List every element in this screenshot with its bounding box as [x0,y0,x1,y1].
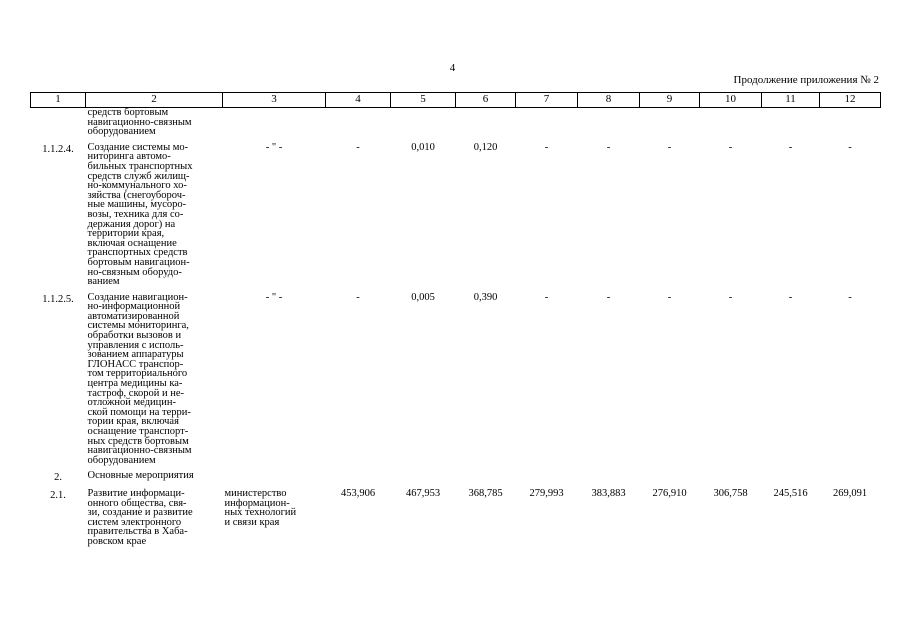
value-cell: 368,785 [468,487,503,499]
header-cell: 6 [456,93,516,108]
header-cell: 4 [326,93,391,108]
value-cell: - [356,291,360,303]
value-cell: - [667,141,672,153]
header-cell: 1 [31,93,86,108]
value-cell [820,108,881,143]
value-cell: - [667,291,672,303]
row-executor: - " - [265,141,283,153]
value-cell: - [848,141,852,153]
table-row [31,293,881,472]
value-cell [578,471,640,489]
row-executor [223,108,326,143]
value-cell [516,471,578,489]
header-cell: 7 [516,93,578,108]
value-cell: 0,120 [473,141,498,153]
value-cell: - [544,291,549,303]
value-cell: - [788,141,793,153]
row-executor: министерство информацион- ных технологий и связи края [224,487,297,528]
header-cell: 11 [762,93,820,108]
row-executor [223,471,326,489]
value-cell: 467,953 [405,487,441,499]
value-cell [700,108,762,143]
row-number: 1.1.2.4. [42,143,74,155]
program-table [30,92,881,553]
value-cell: 453,906 [340,487,376,499]
page-number: 4 [449,62,456,74]
section-row [31,471,881,489]
value-cell: 306,758 [713,487,748,499]
value-cell: 245,516 [773,487,808,499]
table-row [31,143,881,293]
value-cell: - [606,291,611,303]
value-cell [456,471,516,489]
value-cell: 0,005 [411,291,435,303]
value-cell [700,471,762,489]
value-cell [456,108,516,143]
value-cell [762,108,820,143]
header-cell: 10 [700,93,762,108]
value-cell: - [544,141,549,153]
value-cell: - [356,141,360,153]
value-cell: 276,910 [652,487,687,499]
row-name: Основные мероприятия [87,470,194,482]
value-cell: - [848,291,852,303]
value-cell [391,471,456,489]
row-name: Создание навигацион- но-информационной автоматизированной системы мониторинга, обработки вызовов и управления с исполь- зованием аппаратуры ГЛОНАСС транспор- том территориального центра медицины ка- тастроф, скорой и не- отложной медицин- ской помощи на терри- тории края, включая оснащение транспорт- ных средств бортовым навигационно-связным оборудованием [87,291,192,466]
header-cell: 8 [578,93,640,108]
value-cell [640,471,700,489]
header-cell: 12 [820,93,881,108]
value-cell: - [728,291,733,303]
value-cell: 279,993 [529,487,564,499]
table-row [31,108,881,143]
row-number: 2.1. [50,489,66,501]
header-cell: 2 [86,93,223,108]
value-cell [578,108,640,143]
value-cell [326,108,391,143]
value-cell: - [788,291,793,303]
row-executor: - " - [265,291,283,303]
value-cell [820,471,881,489]
value-cell [762,471,820,489]
value-cell [640,108,700,143]
row-number: 2. [54,472,62,484]
value-cell: - [606,141,611,153]
value-cell [391,108,456,143]
row-name: средств бортовым навигационно-связным оборудованием [87,107,192,138]
row-number: 1.1.2.5. [42,293,74,305]
header-cell: 5 [391,93,456,108]
value-cell [516,108,578,143]
header-cell: 9 [640,93,700,108]
value-cell: - [728,141,733,153]
value-cell: 0,010 [411,141,435,153]
header-cell: 3 [223,93,326,108]
row-name: Развитие информаци- онного общества, свя- зи, создание и развитие систем электронного правительства в Хаба- ровском крае [87,487,193,547]
header-row [31,93,881,108]
value-cell: 0,390 [473,291,498,303]
table-row [31,489,881,553]
appendix-label: Продолжение приложения № 2 [733,74,879,86]
value-cell: 269,091 [832,487,868,499]
value-cell: 383,883 [591,487,626,499]
value-cell [326,471,391,489]
row-name: Создание системы мо- ниторинга автомо- бильных транспортных средств служб жилищ- но-коммунального хо- зяйства (снегоубороч- ные машины, мусоро- возы, техника для со- держания дорог) на территории края, включая оснащение транспортных средств бортовым навигацион- но-связным оборудо- ванием [87,141,193,288]
row-number [31,108,86,143]
